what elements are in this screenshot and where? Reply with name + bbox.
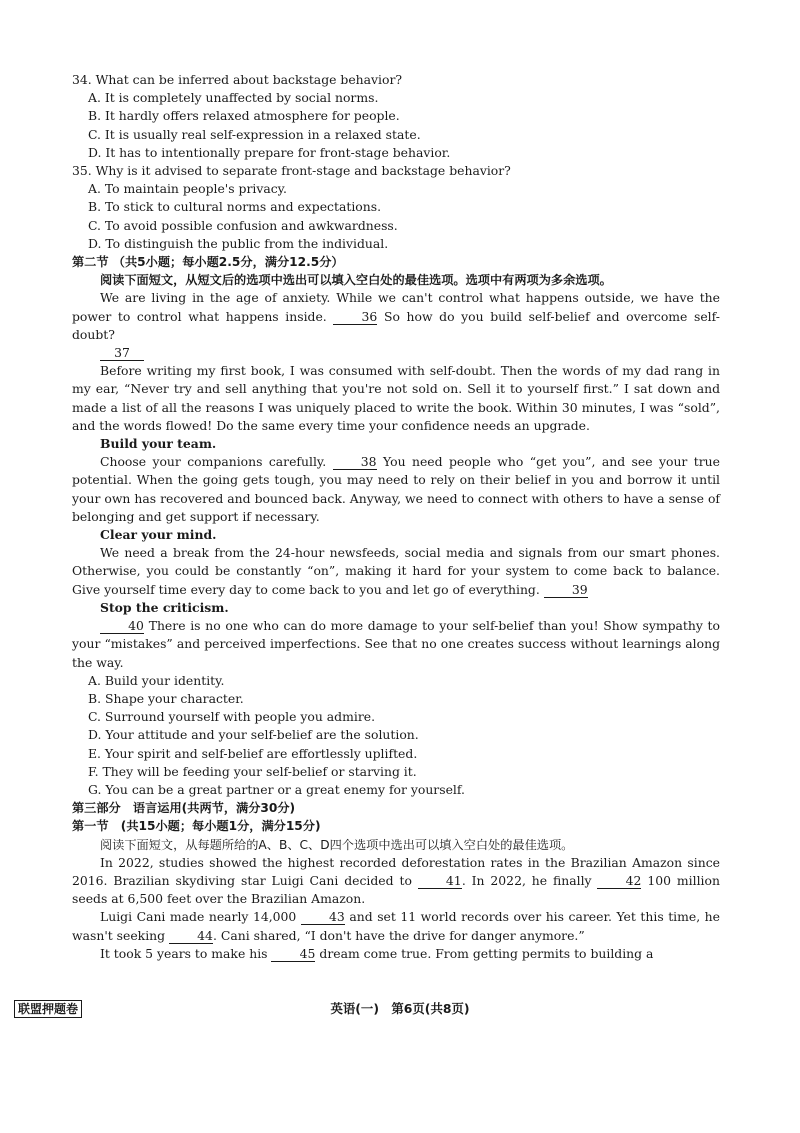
blank-39[interactable]: 39 [544, 583, 588, 598]
paragraph-3-text-b: You need people who “get you”, and see your true potential. When the going gets tough, you may need to rely on their belief in you and borrow it until your own has recovered and bounced back. Anyway, we need to connect with others to have a sense of belonging and get support if necessary. [72, 454, 720, 524]
passage-paragraph-1 [72, 289, 720, 344]
passage-paragraph-4 [72, 544, 720, 599]
question-35-option-c: C. To avoid possible confusion and awkwardness. [88, 217, 398, 233]
subheading-build-your-team: Build your team. [100, 436, 217, 452]
cloze-paragraph-1 [72, 854, 720, 909]
cloze-p1-text-b: . In 2022, he finally [461, 872, 592, 888]
blank-38[interactable]: 38 [333, 455, 377, 470]
cloze-p3-text-b: dream come true. From getting permits to building a [319, 945, 654, 961]
cloze-p2-text-b: and set 11 world records over his career. Yet this time, he wasn't seeking [72, 909, 720, 943]
question-34-option-c: C. It is usually real self-expression in a relaxed state. [88, 126, 421, 142]
page-number: 英语(一) 第6页(共8页) [330, 1001, 470, 1016]
paragraph-1-text-a: We are living in the age of anxiety. While we can't control what happens outside, we have the power to control what happens inside. [72, 290, 720, 324]
paragraph-4-text: We need a break from the 24-hour newsfeeds, social media and signals from our smart phones. Otherwise, you could be constantly “on”, making it hard for your system to come back to balance. Give yourself time every day to come back to you and let go of everything. [72, 545, 720, 597]
section-2-option-g: G. You can be a great partner or a great enemy for yourself. [88, 781, 465, 797]
cloze-p2-text-c: . Cani shared, “I don't have the drive for danger anymore.” [213, 927, 585, 943]
part-3-instruction: 阅读下面短文，从每题所给的A、B、C、D四个选项中选出可以填入空白处的最佳选项。 [100, 837, 574, 852]
blank-42[interactable]: 42 [597, 874, 641, 889]
part-3-section-1-heading: 第一节 (共15小题；每小题1分，满分15分) [72, 819, 321, 834]
cloze-p1-text-c: 100 million seeds at 6,500 feet over the Brazilian Amazon. [72, 872, 720, 907]
question-34-option-d: D. It has to intentionally prepare for front-stage behavior. [88, 144, 451, 160]
section-2-heading: 第二节 （共5小题；每小题2.5分，满分12.5分） [72, 255, 344, 270]
page-footer [14, 1000, 786, 1020]
question-35-option-a: A. To maintain people's privacy. [88, 181, 287, 197]
cloze-p2-text-a: Luigi Cani made nearly 14,000 [100, 909, 297, 925]
exam-page [72, 71, 720, 963]
cloze-paragraph-2 [72, 908, 720, 944]
section-2-option-a: A. Build your identity. [88, 672, 225, 688]
blank-43[interactable]: 43 [301, 910, 345, 925]
question-35-stem: 35. Why is it advised to separate front-stage and backstage behavior? [72, 163, 511, 179]
question-34-stem: 34. What can be inferred about backstage behavior? [72, 72, 403, 87]
blank-37[interactable]: 37 [100, 346, 144, 361]
subheading-stop-the-criticism: Stop the criticism. [100, 599, 229, 615]
cloze-p3-text-a: It took 5 years to make his [100, 945, 268, 961]
cloze-paragraph-3 [72, 945, 720, 963]
question-34-option-b: B. It hardly offers relaxed atmosphere for people. [88, 108, 400, 124]
blank-45[interactable]: 45 [271, 947, 315, 962]
paragraph-1-text-b: So how do you build self-belief and overcome self-doubt? [72, 308, 720, 342]
blank-41[interactable]: 41 [418, 874, 462, 889]
question-35-option-d: D. To distinguish the public from the individual. [88, 235, 389, 251]
section-2-instruction: 阅读下面短文，从短文后的选项中选出可以填入空白处的最佳选项。选项中有两项为多余选项。 [100, 273, 612, 288]
cloze-p1-text-a: In 2022, studies showed the highest recorded deforestation rates in the Brazilian Amazon since 2016. Brazilian skydiving star Luigi Cani decided to [72, 854, 720, 888]
section-2-option-f: F. They will be feeding your self-belief or starving it. [88, 763, 417, 779]
paragraph-5-text: There is no one who can do more damage to your self-belief than you! Show sympathy to your “mistakes” and perceived imperfections. See that no one creates success without learnings along the way. [72, 618, 720, 670]
section-2-option-b: B. Shape your character. [88, 690, 244, 706]
question-35-option-b: B. To stick to cultural norms and expectations. [88, 199, 382, 215]
paragraph-3-text-a: Choose your companions carefully. [100, 454, 327, 470]
section-2-option-c: C. Surround yourself with people you admire. [88, 709, 376, 725]
passage-paragraph-5 [72, 617, 720, 672]
passage-paragraph-2: Before writing my first book, I was consumed with self-doubt. Then the words of my dad rang in my ear, “Never try and sell anything that you're not sold on. Sell it to yourself first.” I sat down and made a list of all the reasons I was uniquely placed to write the book. Within 30 minutes, I was “sold”, and the words flowed! Do the same every time your confidence needs an upgrade. [72, 363, 720, 433]
league-exam-badge: 联盟押题卷 [14, 1000, 82, 1018]
passage-paragraph-3 [72, 453, 720, 526]
blank-44[interactable]: 44 [169, 929, 213, 944]
question-34-option-a: A. It is completely unaffected by social norms. [88, 90, 379, 106]
section-2-option-e: E. Your spirit and self-belief are effortlessly uplifted. [88, 745, 418, 761]
blank-36[interactable]: 36 [333, 310, 377, 325]
blank-40[interactable]: 40 [100, 619, 144, 634]
subheading-clear-your-mind: Clear your mind. [100, 527, 217, 543]
part-3-heading: 第三部分 语言运用(共两节，满分30分) [72, 801, 296, 816]
section-2-option-d: D. Your attitude and your self-belief are the solution. [88, 727, 419, 743]
